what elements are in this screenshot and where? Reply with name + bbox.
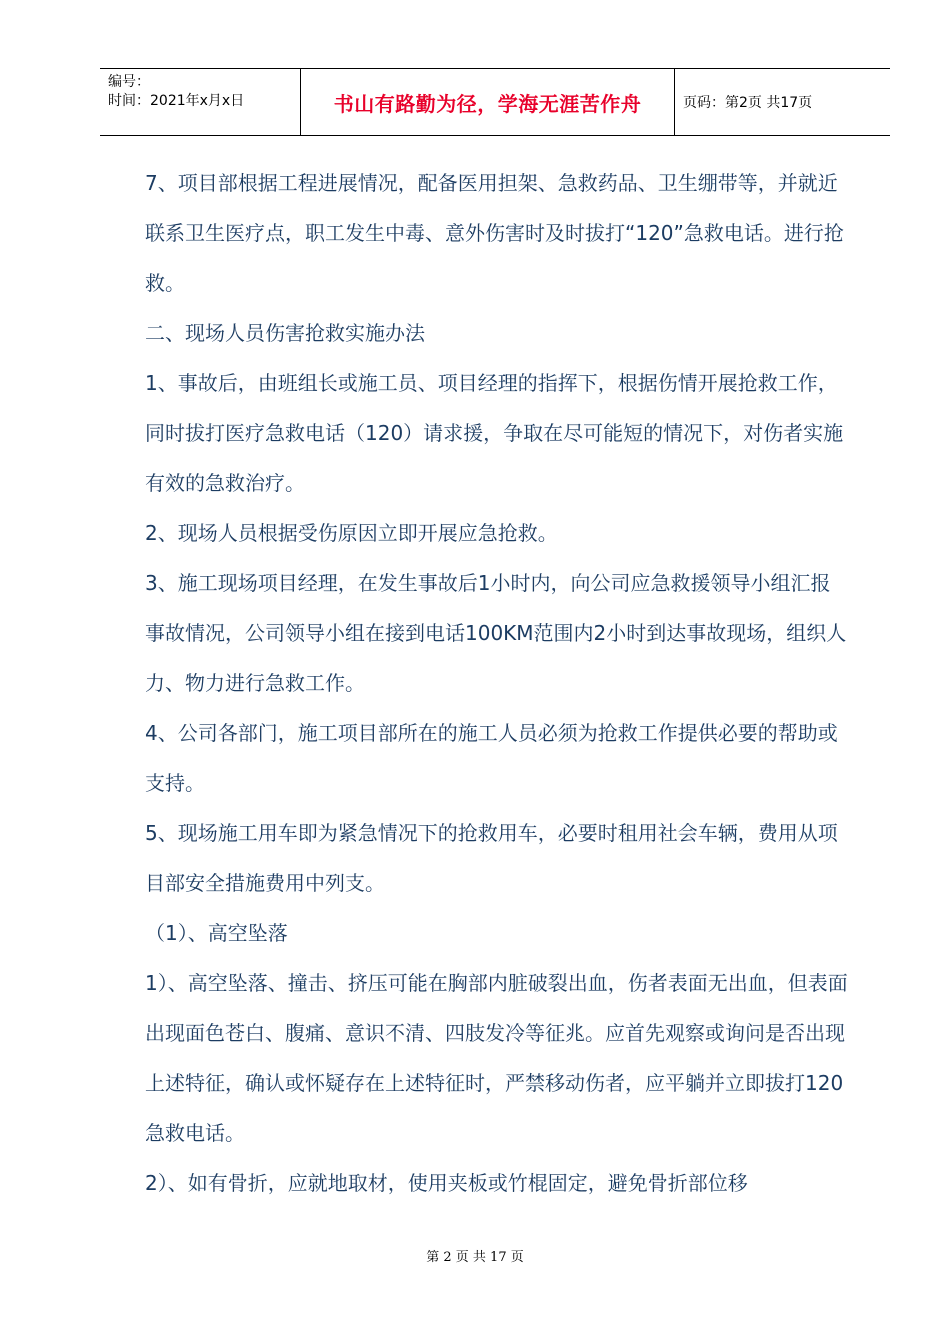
paragraph: 5、现场施工用车即为紧急情况下的抢救用车，必要时租用社会车辆，费用从项目部安全措施费用中列支。 (145, 821, 838, 895)
page-header (100, 68, 890, 136)
header-page-code: 页码：第2页 共17页 (683, 95, 813, 111)
paragraph: 1）、高空坠落、撞击、挤压可能在胸部内脏破裂出血，伤者表面无出血，但表面出现面色苍白、腹痛、意识不清、四肢发冷等征兆。应首先观察或询问是否出现上述特征，确认或怀疑存在上述特征时，严禁移动伤者，应平躺并立即拔打120急救电话。 (145, 971, 848, 1145)
subsection-heading: （1）、高空坠落 (145, 921, 288, 945)
page-footer: 第 2 页 共 17 页 (426, 1250, 524, 1265)
header-motto: 书山有路勤为径，学海无涯苦作舟 (301, 69, 675, 135)
document-number-label: 编号： (108, 74, 150, 90)
section-heading: 二、现场人员伤害抢救实施办法 (145, 321, 425, 345)
paragraph: 4、公司各部门，施工项目部所在的施工人员必须为抢救工作提供必要的帮助或支持。 (145, 721, 838, 795)
document-body (145, 158, 850, 1208)
paragraph: 7、项目部根据工程进展情况，配备医用担架、急救药品、卫生绷带等，并就近联系卫生医疗点，职工发生中毒、意外伤害时及时拔打“120”急救电话。进行抢救。 (145, 171, 844, 295)
paragraph: 2、现场人员根据受伤原因立即开展应急抢救。 (145, 521, 558, 545)
document-time-label: 时间：2021年x月x日 (108, 93, 245, 109)
paragraph: 3、施工现场项目经理，在发生事故后1小时内，向公司应急救援领导小组汇报事故情况，公司领导小组在接到电话100KM范围内2小时到达事故现场，组织人力、物力进行急救工作。 (145, 571, 847, 695)
header-meta (100, 69, 301, 135)
paragraph: 1、事故后，由班组长或施工员、项目经理的指挥下，根据伤情开展抢救工作，同时拔打医疗急救电话（120）请求援，争取在尽可能短的情况下，对伤者实施有效的急救治疗。 (145, 371, 844, 495)
paragraph: 2）、如有骨折，应就地取材，使用夹板或竹棍固定，避免骨折部位移 (145, 1171, 748, 1195)
